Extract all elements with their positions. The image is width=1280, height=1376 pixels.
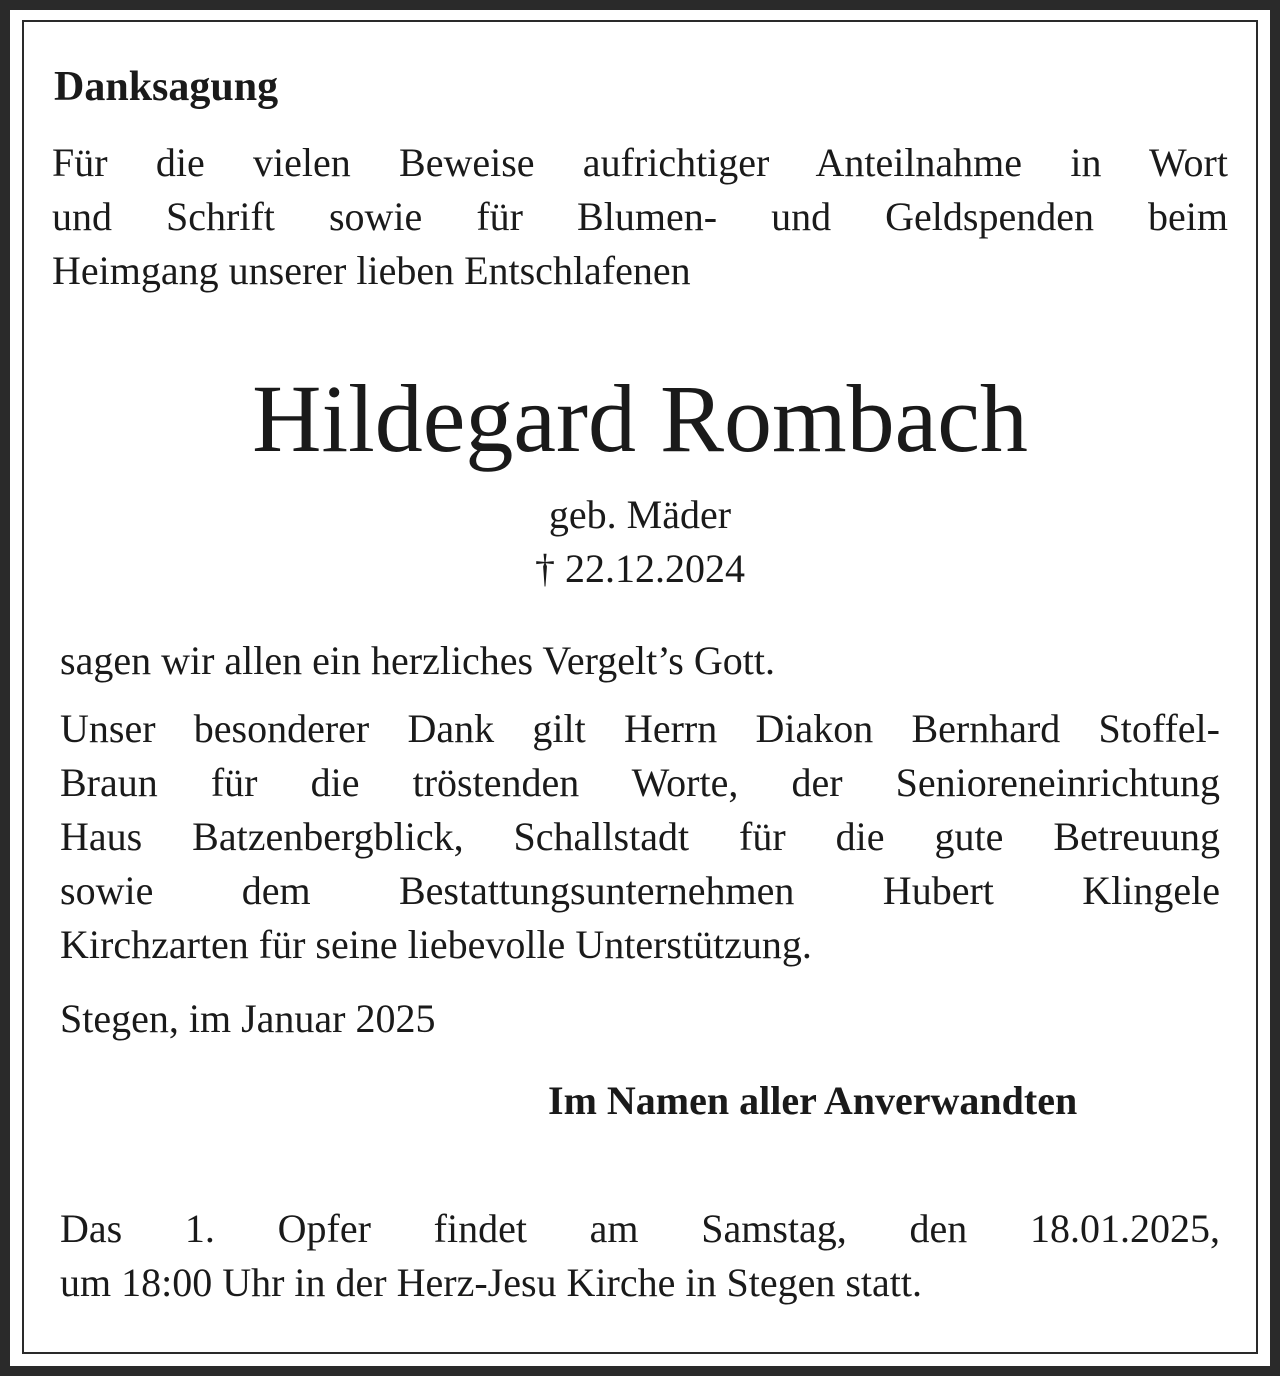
intro-paragraph	[52, 136, 1228, 298]
special-thanks-line: Braun für die tröstenden Worte, der Senioreneinrichtung	[60, 760, 1220, 805]
special-thanks-paragraph	[60, 702, 1220, 972]
special-thanks-line: Kirchzarten für seine liebevolle Unterstützung.	[60, 922, 812, 967]
thanks-line: sagen wir allen ein herzliches Vergelt’s Gott.	[60, 638, 775, 683]
service-notice	[60, 1202, 1220, 1310]
birth-name: geb. Mäder	[548, 492, 732, 537]
special-thanks-line: Haus Batzenbergblick, Schallstadt für die gute Betreuung	[60, 814, 1220, 859]
death-date: † 22.12.2024	[535, 546, 745, 591]
notice-heading: Danksagung	[54, 64, 279, 110]
intro-line: und Schrift sowie für Blumen- und Geldspenden beim	[52, 194, 1228, 239]
service-line: um 18:00 Uhr in der Herz-Jesu Kirche in Stegen statt.	[60, 1260, 923, 1305]
signature: Im Namen aller Anverwandten	[548, 1078, 1078, 1123]
special-thanks-line: Unser besonderer Dank gilt Herrn Diakon Bernhard Stoffel-	[60, 706, 1220, 751]
intro-line: Heimgang unserer lieben Entschlafenen	[52, 248, 691, 293]
place-date: Stegen, im Januar 2025	[60, 996, 436, 1041]
special-thanks-line: sowie dem Bestattungsunternehmen Hubert Klingele	[60, 868, 1220, 913]
intro-line: Für die vielen Beweise aufrichtiger Anteilnahme in Wort	[52, 140, 1228, 185]
deceased-name: Hildegard Rombach	[252, 365, 1028, 472]
service-line: Das 1. Opfer findet am Samstag, den 18.01.2025,	[60, 1206, 1220, 1251]
